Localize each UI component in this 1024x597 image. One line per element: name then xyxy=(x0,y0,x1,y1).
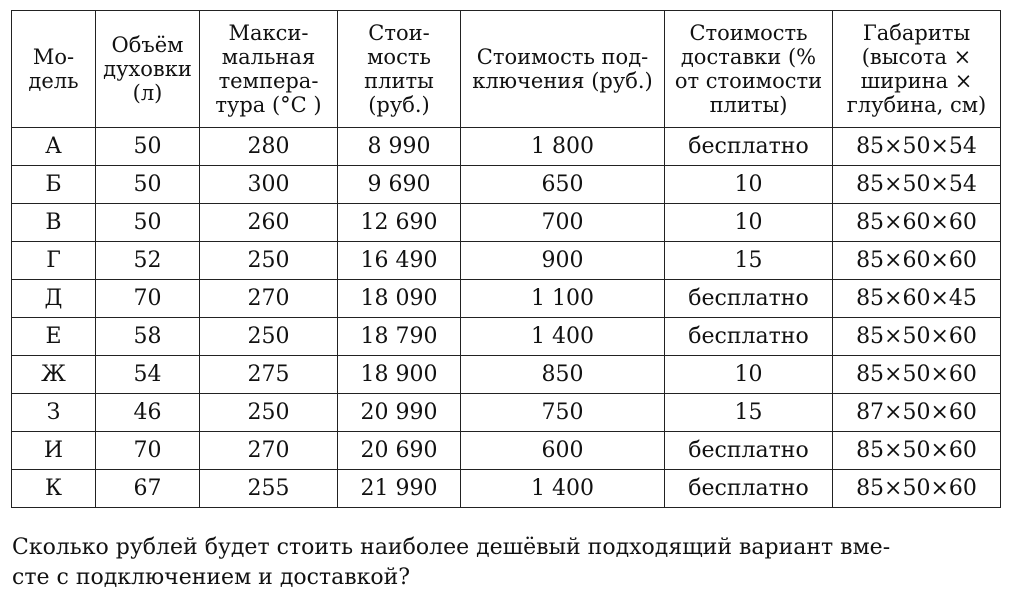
table-cell-delivery-cost: бесплатно xyxy=(665,280,833,318)
stove-comparison-table xyxy=(11,10,1001,508)
table-cell-max-temperature: 270 xyxy=(200,432,338,470)
table-row xyxy=(12,432,1001,470)
table-cell-connection-cost: 600 xyxy=(461,432,665,470)
column-header-line: доставки (% xyxy=(680,45,817,69)
column-header-line: глубина, см) xyxy=(846,93,987,117)
table-cell-oven-volume: 50 xyxy=(96,166,200,204)
table-cell-delivery-cost: бесплатно xyxy=(665,318,833,356)
column-header-line: (высота × xyxy=(861,45,972,69)
table-cell-delivery-cost: бесплатно xyxy=(665,470,833,508)
table-cell-connection-cost: 1 400 xyxy=(461,318,665,356)
table-cell-connection-cost: 900 xyxy=(461,242,665,280)
table-cell-max-temperature: 275 xyxy=(200,356,338,394)
table-cell-connection-cost: 700 xyxy=(461,204,665,242)
table-cell-model: З xyxy=(12,394,96,432)
table-row xyxy=(12,318,1001,356)
column-header-line: ключения (руб.) xyxy=(472,69,653,93)
column-header-stove-price xyxy=(338,11,461,128)
column-header-line: Стои- xyxy=(368,21,430,45)
table-row xyxy=(12,356,1001,394)
column-header-line: (л) xyxy=(132,81,163,105)
column-header-line: Объём xyxy=(111,33,184,57)
table-cell-delivery-cost: 10 xyxy=(665,166,833,204)
table-cell-delivery-cost: 15 xyxy=(665,394,833,432)
table-cell-stove-price: 12 690 xyxy=(338,204,461,242)
table-row xyxy=(12,280,1001,318)
table-cell-max-temperature: 280 xyxy=(200,128,338,166)
column-header-line: духовки xyxy=(103,57,192,81)
column-header-max-temperature xyxy=(200,11,338,128)
table-cell-model: Г xyxy=(12,242,96,280)
table-cell-dimensions: 85×50×54 xyxy=(833,166,1001,204)
table-cell-delivery-cost: 10 xyxy=(665,356,833,394)
column-header-line: мальная xyxy=(221,45,316,69)
table-cell-stove-price: 21 990 xyxy=(338,470,461,508)
column-header-line: от стоимости xyxy=(674,69,823,93)
column-header-line: плиты xyxy=(364,69,434,93)
table-cell-connection-cost: 1 800 xyxy=(461,128,665,166)
table-cell-delivery-cost: бесплатно xyxy=(665,432,833,470)
table-body xyxy=(12,128,1001,508)
table-cell-connection-cost: 650 xyxy=(461,166,665,204)
question-line: сте с подключением и доставкой? xyxy=(12,565,411,590)
table-cell-stove-price: 18 090 xyxy=(338,280,461,318)
column-header-line: тура (°С ) xyxy=(215,93,322,117)
table-cell-oven-volume: 52 xyxy=(96,242,200,280)
column-header-line: ширина × xyxy=(860,69,973,93)
table-cell-stove-price: 20 690 xyxy=(338,432,461,470)
table-row xyxy=(12,166,1001,204)
table-row xyxy=(12,242,1001,280)
column-header-line: Мо- xyxy=(32,45,75,69)
column-header-dimensions xyxy=(833,11,1001,128)
table-cell-oven-volume: 67 xyxy=(96,470,200,508)
table-cell-delivery-cost: 15 xyxy=(665,242,833,280)
column-header-line: темпера- xyxy=(218,69,319,93)
table-cell-max-temperature: 250 xyxy=(200,394,338,432)
table-cell-connection-cost: 850 xyxy=(461,356,665,394)
table-cell-dimensions: 85×50×60 xyxy=(833,432,1001,470)
question-text xyxy=(12,533,1012,593)
table-cell-model: А xyxy=(12,128,96,166)
table-cell-stove-price: 16 490 xyxy=(338,242,461,280)
table-cell-max-temperature: 255 xyxy=(200,470,338,508)
table-cell-delivery-cost: бесплатно xyxy=(665,128,833,166)
table-cell-oven-volume: 54 xyxy=(96,356,200,394)
table-cell-oven-volume: 46 xyxy=(96,394,200,432)
table-cell-stove-price: 18 900 xyxy=(338,356,461,394)
question-line: Сколько рублей будет стоить наиболее дешёвый подходящий вариант вме- xyxy=(12,535,891,560)
table-cell-stove-price: 20 990 xyxy=(338,394,461,432)
table-cell-connection-cost: 1 100 xyxy=(461,280,665,318)
table-cell-dimensions: 85×50×60 xyxy=(833,356,1001,394)
table-cell-max-temperature: 250 xyxy=(200,318,338,356)
table-cell-connection-cost: 1 400 xyxy=(461,470,665,508)
column-header-oven-volume xyxy=(96,11,200,128)
table-cell-dimensions: 85×50×54 xyxy=(833,128,1001,166)
column-header-connection-cost xyxy=(461,11,665,128)
column-header-line: Габариты xyxy=(862,21,971,45)
table-cell-model: Д xyxy=(12,280,96,318)
column-header-model xyxy=(12,11,96,128)
table-cell-model: К xyxy=(12,470,96,508)
table-cell-dimensions: 85×50×60 xyxy=(833,470,1001,508)
column-header-line: (руб.) xyxy=(368,93,430,117)
table-row xyxy=(12,128,1001,166)
table-cell-dimensions: 87×50×60 xyxy=(833,394,1001,432)
column-header-line: Стоимость xyxy=(689,21,808,45)
table-cell-max-temperature: 300 xyxy=(200,166,338,204)
table-cell-stove-price: 18 790 xyxy=(338,318,461,356)
table-cell-max-temperature: 260 xyxy=(200,204,338,242)
table-cell-connection-cost: 750 xyxy=(461,394,665,432)
table-cell-oven-volume: 50 xyxy=(96,204,200,242)
column-header-line: Макси- xyxy=(228,21,309,45)
table-cell-delivery-cost: 10 xyxy=(665,204,833,242)
table-cell-dimensions: 85×50×60 xyxy=(833,318,1001,356)
table-cell-oven-volume: 50 xyxy=(96,128,200,166)
table-cell-model: Е xyxy=(12,318,96,356)
table-cell-max-temperature: 270 xyxy=(200,280,338,318)
table-cell-dimensions: 85×60×60 xyxy=(833,242,1001,280)
table-row xyxy=(12,394,1001,432)
table-cell-model: Ж xyxy=(12,356,96,394)
table-header-row xyxy=(12,11,1001,128)
table-cell-model: В xyxy=(12,204,96,242)
table-cell-dimensions: 85×60×60 xyxy=(833,204,1001,242)
column-header-line: плиты) xyxy=(709,93,788,117)
table-cell-stove-price: 9 690 xyxy=(338,166,461,204)
table-row xyxy=(12,204,1001,242)
table-cell-model: И xyxy=(12,432,96,470)
table-cell-stove-price: 8 990 xyxy=(338,128,461,166)
table-cell-model: Б xyxy=(12,166,96,204)
table-cell-max-temperature: 250 xyxy=(200,242,338,280)
column-header-line: дель xyxy=(28,69,79,93)
table-row xyxy=(12,470,1001,508)
table-cell-oven-volume: 70 xyxy=(96,280,200,318)
table-cell-oven-volume: 58 xyxy=(96,318,200,356)
column-header-delivery-cost xyxy=(665,11,833,128)
column-header-line: Стоимость под- xyxy=(476,45,649,69)
column-header-line: мость xyxy=(367,45,431,69)
table-cell-dimensions: 85×60×45 xyxy=(833,280,1001,318)
table-cell-oven-volume: 70 xyxy=(96,432,200,470)
